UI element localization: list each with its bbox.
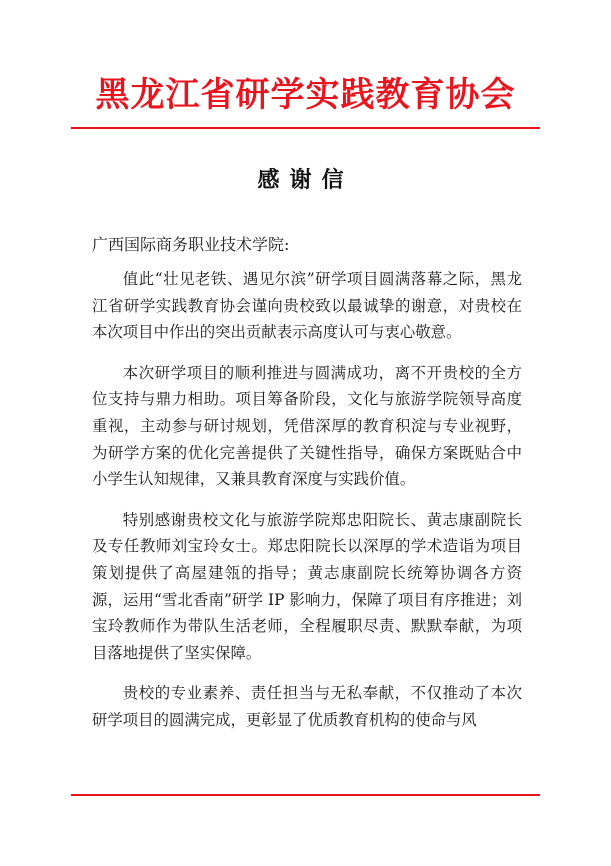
salutation: 广西国际商务职业技术学院:: [92, 235, 290, 254]
body-paragraph: 值此“壮见老铁、遇见尔滨”研学项目圆满落幕之际，黑龙江省研学实践教育协会谨向贵校致以最诚挚的谢意，对贵校在本次项目中作出的突出贡献表示高度认可与衷心敬意。: [92, 270, 522, 342]
body-paragraph: 本次研学项目的顺利推进与圆满成功，离不开贵校的全方位支持与鼎力相助。项目筹备阶段，文化与旅游学院领导高度重视，主动参与研讨规划，凭借深厚的教育积淀与专业视野，为研学方案的优化完善提供了关键性指导，确保方案既贴合中小学生认知规律，又兼具教育深度与实践价值。: [92, 363, 522, 489]
letter-body: [92, 266, 522, 748]
body-paragraph: 特别感谢贵校文化与旅游学院郑忠阳院长、黄志康副院长及专任教师刘宝玲女士。郑忠阳院长以深厚的学术造诣为项目策划提供了高屋建瓴的指导；黄志康副院长统筹协调各方资源，运用“雪北香南”研学 IP 影响力，保障了项目有序推进；刘宝玲教师作为带队生活老师，全程履职尽责、默默奉献，为项目落地提供了坚实保障。: [92, 510, 522, 662]
body-paragraph: 贵校的专业素养、责任担当与无私奉献，不仅推动了本次研学项目的圆满完成，更彰显了优质教育机构的使命与风: [92, 684, 522, 729]
letter-title: 感谢信: [257, 167, 354, 193]
footer-divider: [71, 794, 540, 796]
letterhead-divider: [71, 127, 540, 129]
organization-letterhead: 黑龙江省研学实践教育协会: [95, 75, 516, 115]
